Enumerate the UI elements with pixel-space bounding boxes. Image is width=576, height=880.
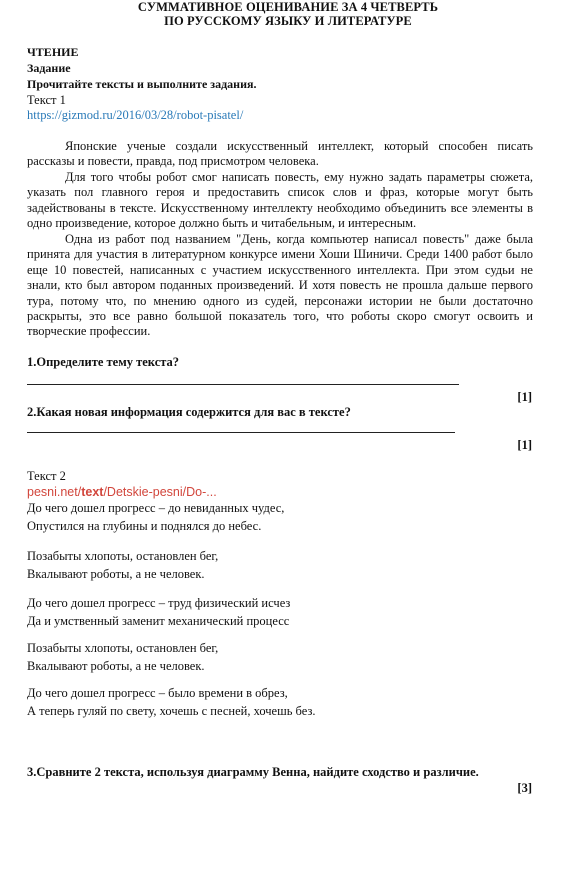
poem-stanza	[27, 547, 218, 583]
poem-stanza	[27, 684, 316, 720]
text2-label: Текст 2	[27, 469, 66, 483]
poem-line: До чего дошел прогресс – труд физический исчез	[27, 596, 291, 610]
instruction-text: Прочитайте тексты и выполните задания.	[27, 77, 257, 91]
poem-stanza	[27, 499, 284, 535]
title-line-1: СУММАТИВНОЕ ОЦЕНИВАНИЕ ЗА 4 ЧЕТВЕРТЬ	[137, 0, 439, 14]
section-heading: ЧТЕНИЕ	[27, 45, 79, 59]
poem-line: До чего дошел прогресс – до невиданных чудес,	[27, 501, 285, 515]
answer-line-2[interactable]	[27, 432, 455, 433]
text1-source-link[interactable]: https://gizmod.ru/2016/03/28/robot-pisatel/	[27, 108, 244, 122]
poem-line: До чего дошел прогресс – было времени в обрез,	[27, 686, 288, 700]
title-line-2: ПО РУССКОМУ ЯЗЫКУ И ЛИТЕРАТУРЕ	[164, 14, 412, 28]
text1-paragraph: Для того чтобы робот смог написать повесть, ему нужно задать параметры сюжета, указать пол главного героя и предоставить список слов и фраз, которые могут быть задействованы в тексте. Искусственному интеллекту необходимо объединить все элементы в одно произведение, которое должно быть и читабельным, и интересным.	[27, 170, 533, 231]
question-3: 3.Сравните 2 текста, используя диаграмму Венна, найдите сходство и различие.	[27, 765, 479, 779]
poem-line: Да и умственный заменит механический процесс	[27, 614, 290, 628]
text2-link-suffix: /Detskie-pesni/Do-...	[103, 485, 217, 499]
question-1: 1.Определите тему текста?	[27, 355, 180, 369]
text1-label: Текст 1	[27, 93, 66, 107]
poem-line: Вкалывают роботы, а не человек.	[27, 567, 205, 581]
text2-link-bold: text	[81, 485, 104, 499]
question-2-score: [1]	[517, 438, 532, 452]
poem-line: Позабыты хлопоты, остановлен бег,	[27, 549, 219, 563]
answer-line-1[interactable]	[27, 384, 459, 385]
poem-line: А теперь гуляй по свету, хочешь с песней, хочешь без.	[27, 704, 316, 718]
poem-line: Опустился на глубины и поднялся до небес.	[27, 519, 262, 533]
poem-line: Вкалывают роботы, а не человек.	[27, 659, 205, 673]
task-label: Задание	[27, 61, 71, 75]
text2-source-link[interactable]	[27, 485, 217, 499]
poem-stanza	[27, 639, 218, 675]
document-title	[0, 0, 576, 28]
question-2: 2.Какая новая информация содержится для вас в тексте?	[27, 405, 351, 419]
poem-stanza	[27, 594, 290, 630]
text1-paragraph: Одна из работ под названием "День, когда компьютер написал повесть" даже была принята для участия в литературном конкурсе имени Хоши Шиничи. Среди 1400 работ было еще 10 повестей, написанных с участием искусственного интеллекта. При этом судьи не знали, кто был автором поданных произведений. И хотя повесть не прошла дальше первого тура, потому что, по мнению одного из судей, персонажи истории не были достаточно раскрыты, это все равно большой показатель того, что роботы скоро смогут освоить и творческие профессии.	[27, 232, 533, 339]
text2-link-prefix: pesni.net/	[27, 485, 82, 499]
poem-line: Позабыты хлопоты, остановлен бег,	[27, 641, 219, 655]
text1-paragraph: Японские ученые создали искусственный интеллект, который способен писать рассказы и повести, правда, под присмотром человека.	[27, 139, 533, 169]
question-3-score: [3]	[517, 781, 532, 795]
question-1-score: [1]	[517, 390, 532, 404]
